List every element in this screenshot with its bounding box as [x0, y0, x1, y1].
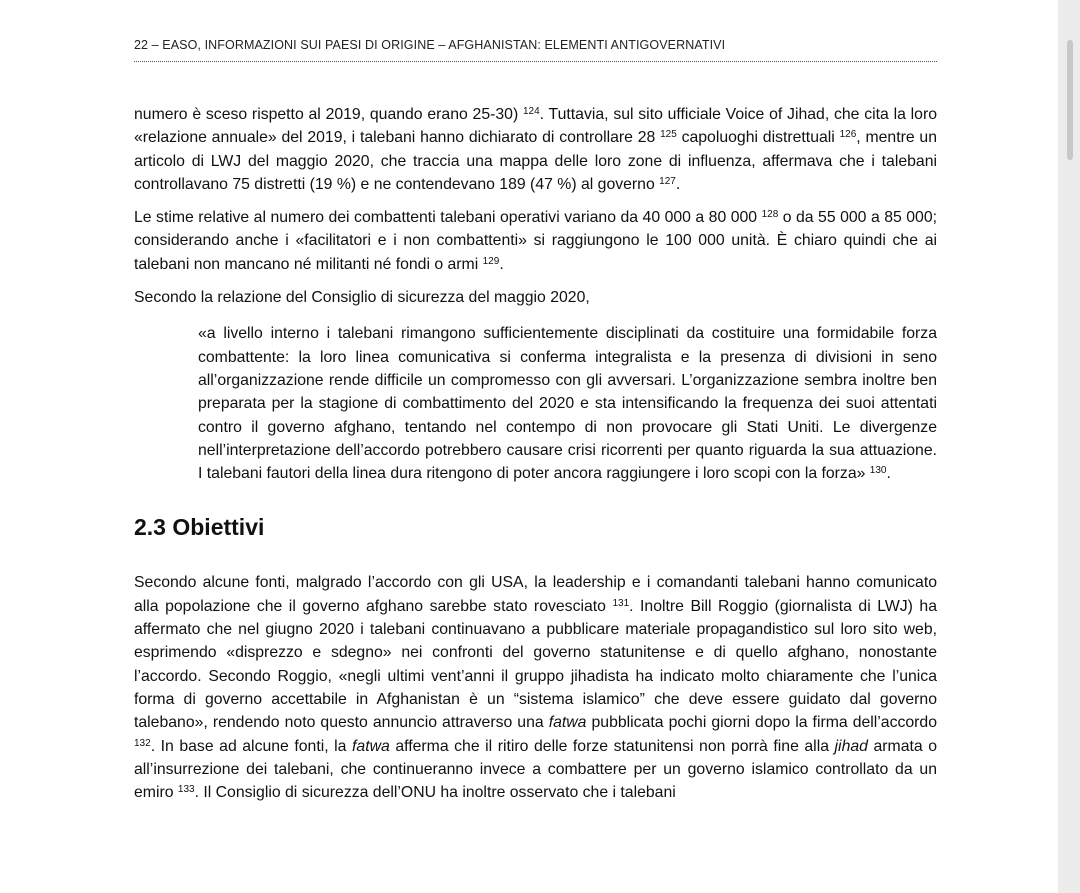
- section-heading: 2.3 Obiettivi: [134, 514, 265, 541]
- paragraph-security-council-intro: Secondo la relazione del Consiglio di sicurezza del maggio 2020,: [134, 289, 590, 307]
- footnote-ref-129[interactable]: 129: [482, 255, 500, 267]
- italic-term: fatwa: [548, 714, 587, 732]
- text-run: , mentre un articolo di LWJ del maggio 2020, che traccia una mappa delle loro zone di influenza, affermava che i talebani controllavano 75 distretti (19 %) e ne contendevano 189 (47 %) al governo: [134, 129, 937, 193]
- block-quote: [198, 322, 937, 485]
- running-header: 22 – EASO, INFORMAZIONI SUI PAESI DI ORIGINE – AFGHANISTAN: ELEMENTI ANTIGOVERNATIVI: [134, 38, 726, 52]
- text-run: . In base ad alcune fonti, la: [150, 737, 353, 755]
- footnote-ref-132[interactable]: 132: [134, 737, 151, 749]
- document-body: [134, 103, 937, 804]
- text-run: Le stime relative al numero dei combattenti talebani operativi variano da 40 000 a 80 000: [134, 209, 762, 227]
- italic-term: fatwa: [352, 737, 390, 755]
- text-run: . Il Consiglio di sicurezza dell’ONU ha inoltre osservato che i talebani: [194, 784, 676, 802]
- text-run: .: [675, 175, 681, 193]
- text-run: . Tuttavia, sul sito ufficiale Voice of Jihad, che cita la loro «relazione annuale» del 2019, i talebani hanno dichiarato di controllare 28: [134, 106, 937, 147]
- text-run: pubblicata pochi giorni dopo la firma dell’accordo: [586, 714, 937, 732]
- quote-text: «a livello interno i talebani rimangono sufficientemente disciplinati da costituire una formidabile forza combattente: la loro linea comunicativa si conferma integralista e la presenza di divisioni in seno all’organizzazione rende difficile un compromesso con gli avversari. L’organizzazione sembra inoltre ben preparata per la stagione di combattimento del 2020 e sta intensificando la frequenza dei suoi attentati contro il governo afghano, tentando nel contempo di non provocare gli Stati Uniti. Le divergenze nell’interpretazione dell’accordo potrebbero causare crisi ricorrenti per quanto riguarda la sua attuazione. I talebani fautori della linea dura ritengono di poter ancora raggiungere i loro scopi con la forza»: [198, 325, 937, 483]
- footnote-ref-125[interactable]: 125: [660, 129, 677, 141]
- footnote-ref-124[interactable]: 124: [522, 106, 540, 117]
- footnote-ref-131[interactable]: 131: [612, 597, 630, 609]
- scrollbar-thumb[interactable]: [1067, 40, 1073, 160]
- text-run: .: [886, 465, 891, 483]
- text-run: o da 55 000 a 85 000; considerando anche i «facilitatori e i non combattenti» si raggiungono le 100 000 unità. È chiaro quindi che ai talebani non mancano né militanti né fondi o armi: [134, 209, 938, 273]
- text-run: . Inoltre Bill Roggio (giornalista di LWJ) ha affermato che nel giugno 2020 i talebani continuavano a pubblicare materiale propagandistico sul loro sito web, esprimendo «disprezzo e sdegno» nei confronti del governo statunitense e di quello afghano, nonostante l’accordo. Secondo Roggio, «negli ultimi vent’anni il gruppo jihadista ha indicato molto chiaramente che l’unica forma di governo accettabile in Afghanistan è un “sistema islamico” che deve essere guidato dal governo talebano», rendendo noto questo annuncio attraverso una: [134, 597, 937, 732]
- footnote-ref-130[interactable]: 130: [869, 465, 887, 477]
- header-divider: [134, 61, 937, 62]
- footnote-ref-133[interactable]: 133: [177, 784, 195, 796]
- footnote-ref-128[interactable]: 128: [761, 209, 779, 221]
- paragraph-taliban-control: [134, 103, 937, 196]
- footnote-ref-126[interactable]: 126: [839, 129, 857, 141]
- text-run: capoluoghi distrettuali: [676, 129, 840, 147]
- text-run: afferma che il ritiro delle forze statunitensi non porrà fine alla: [389, 737, 835, 755]
- paragraph-objectives: [134, 571, 937, 804]
- footnote-ref-127[interactable]: 127: [659, 175, 676, 187]
- text-run: armata o all’insurrezione dei talebani, che continueranno invece a combattere per un governo islamico controllato da un emiro: [134, 737, 937, 802]
- text-run: numero è sceso rispetto al 2019, quando erano 25-30): [134, 106, 523, 123]
- paragraph-fighter-estimates: [134, 206, 937, 276]
- text-run: .: [499, 255, 504, 273]
- vertical-scrollbar[interactable]: [1058, 0, 1080, 893]
- text-run: Secondo alcune fonti, malgrado l’accordo con gli USA, la leadership e i comandanti talebani hanno comunicato alla popolazione che il governo afghano sarebbe stato rovesciato: [134, 574, 937, 615]
- italic-term: jihad: [834, 737, 868, 755]
